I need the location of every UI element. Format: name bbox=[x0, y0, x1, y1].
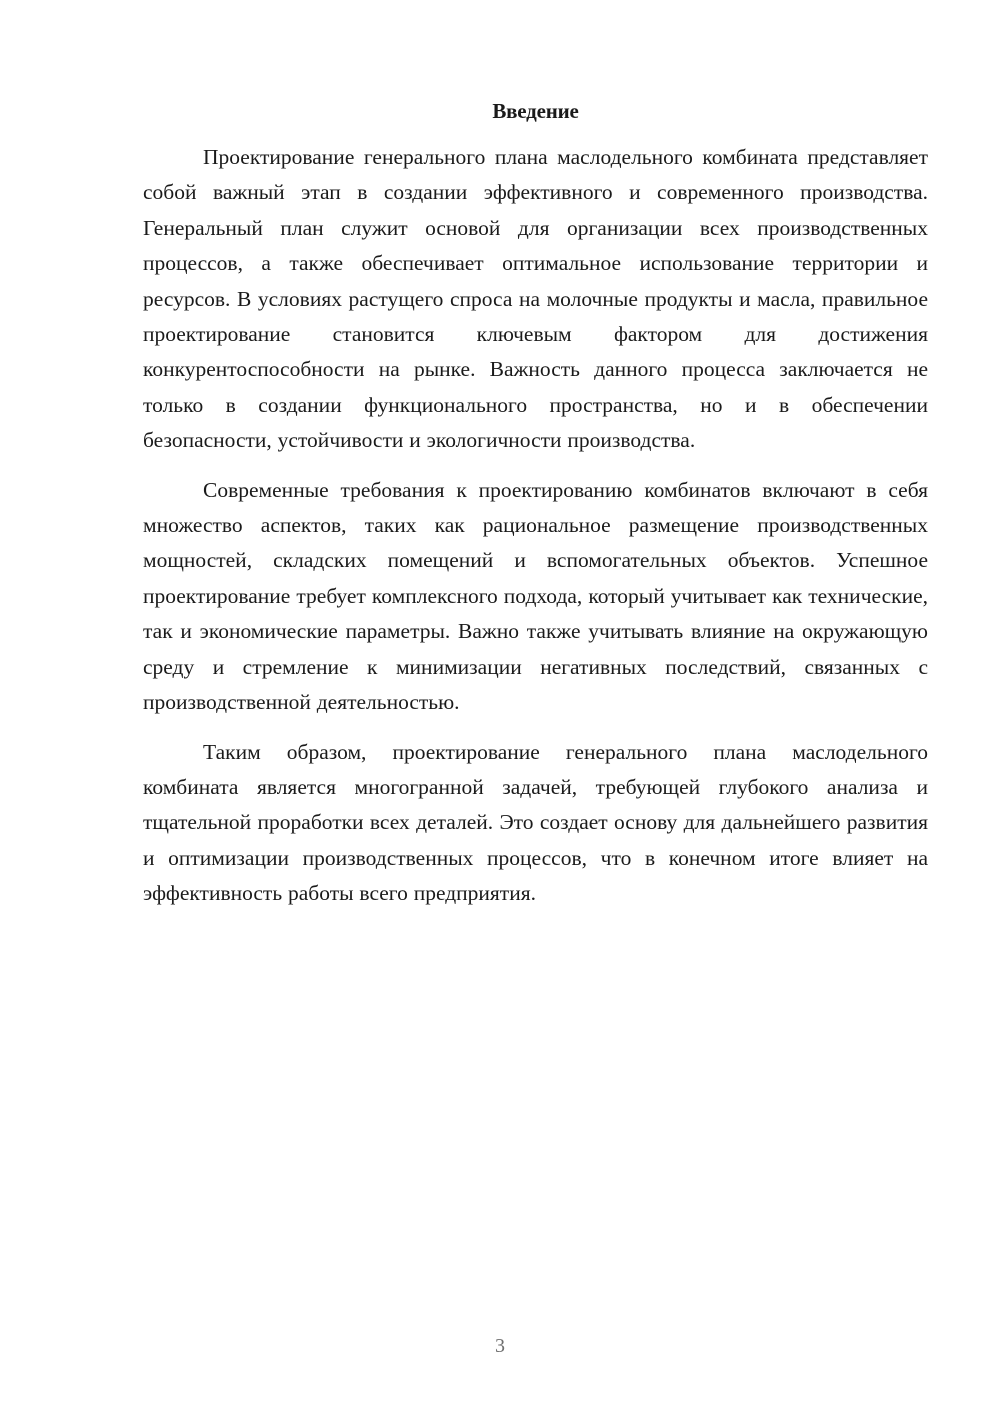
page-content bbox=[143, 96, 928, 912]
page-number: 3 bbox=[495, 1335, 505, 1357]
paragraph-2: Современные требования к проектированию комбинатов включают в себя множество аспектов, таких как рациональное размещение производственных мощностей, складских помещений и вспомогательных объектов. Успешное проектирование требует комплексного подхода, который учитывает как технические, так и экономические параметры. Важно также учитывать влияние на окружающую среду и стремление к минимизации негативных последствий, связанных с производственной деятельностью. bbox=[143, 477, 928, 715]
paragraph-3: Таким образом, проектирование генерального плана маслодельного комбината является многогранной задачей, требующей глубокого анализа и тщательной проработки всех деталей. Это создает основу для дальнейшего развития и оптимизации производственных процессов, что в конечном итоге влияет на эффективность работы всего предприятия. bbox=[143, 739, 928, 906]
paragraph-1: Проектирование генерального плана маслодельного комбината представляет собой важный этап в создании эффективного и современного производства. Генеральный план служит основой для организации всех производственных процессов, а также обеспечивает оптимальное использование территории и ресурсов. В условиях растущего спроса на молочные продукты и масла, правильное проектирование становится ключевым фактором для достижения конкурентоспособности на рынке. Важность данного процесса заключается не только в создании функционального пространства, но и в обеспечении безопасности, устойчивости и экологичности производства. bbox=[143, 145, 928, 453]
section-title: Введение bbox=[492, 99, 579, 123]
